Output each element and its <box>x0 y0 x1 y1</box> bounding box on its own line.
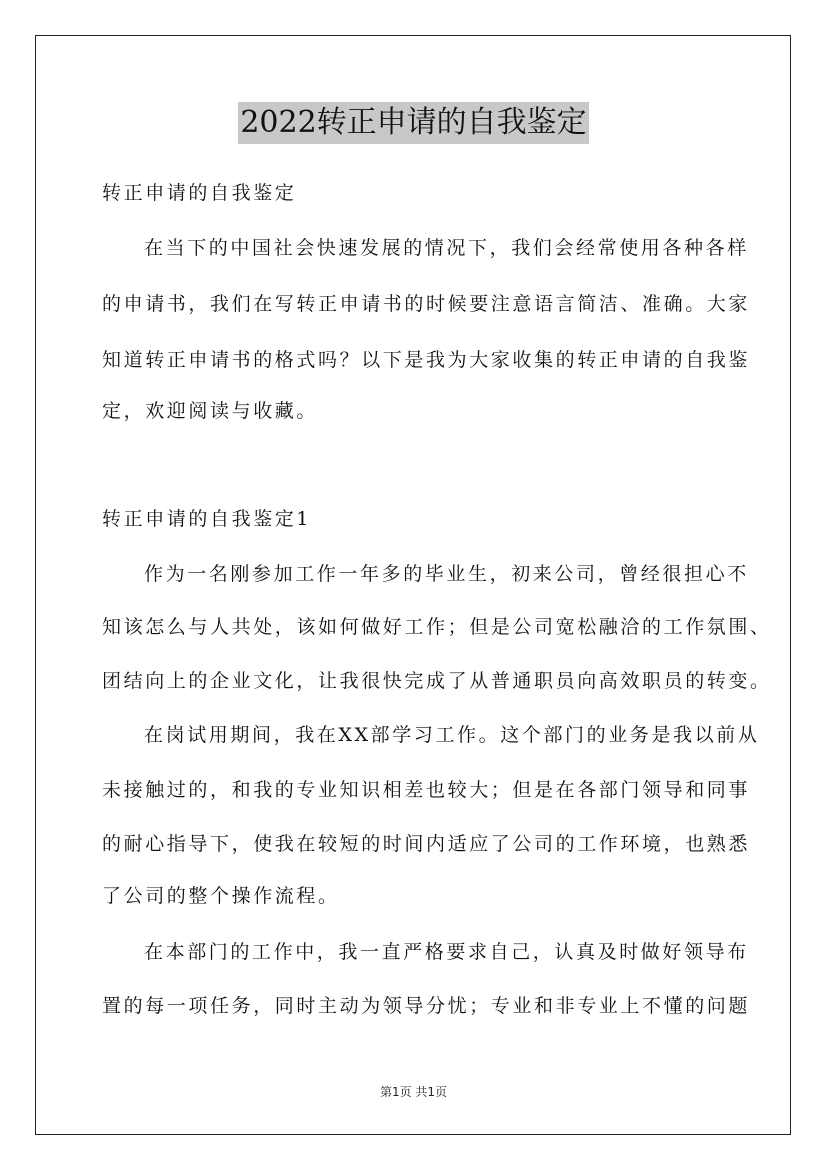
document-title: 2022转正申请的自我鉴定 <box>238 102 588 144</box>
para2-line-2: 未接触过的，和我的专业知识相差也较大；但是在各部门领导和同事 <box>102 779 751 801</box>
para1-line-2: 知该怎么与人共处，该如何做好工作；但是公司宽松融洽的工作氛围、 <box>102 616 772 638</box>
page-footer: 第1页 共1页 <box>379 1085 448 1099</box>
para3-line-2: 置的每一项任务，同时主动为领导分忧；专业和非专业上不懂的问题 <box>102 995 751 1017</box>
para2-line-1: 在岗试用期间，我在XX部学习工作。这个部门的业务是我以前从 <box>144 724 760 746</box>
para1-line-1: 作为一名刚参加工作一年多的毕业生，初来公司，曾经很担心不 <box>144 563 749 585</box>
intro-line-1: 在当下的中国社会快速发展的情况下，我们会经常使用各种各样 <box>144 237 749 259</box>
para2-line-3: 的耐心指导下，使我在较短的时间内适应了公司的工作环境，也熟悉 <box>102 833 751 855</box>
intro-line-2: 的申请书，我们在写转正申请书的时候要注意语言简洁、准确。大家 <box>102 293 751 315</box>
para2-line-4: 了公司的整个操作流程。 <box>102 885 340 907</box>
para3-line-1: 在本部门的工作中，我一直严格要求自己，认真及时做好领导布 <box>144 941 749 963</box>
intro-line-3: 知道转正申请书的格式吗？以下是我为大家收集的转正申请的自我鉴 <box>102 349 751 371</box>
section-heading: 转正申请的自我鉴定1 <box>102 508 312 530</box>
para1-line-3: 团结向上的企业文化，让我很快完成了从普通职员向高效职员的转变。 <box>102 670 772 692</box>
document-subtitle: 转正申请的自我鉴定 <box>102 182 297 204</box>
title-container <box>0 102 827 144</box>
intro-line-4: 定，欢迎阅读与收藏。 <box>102 400 319 422</box>
